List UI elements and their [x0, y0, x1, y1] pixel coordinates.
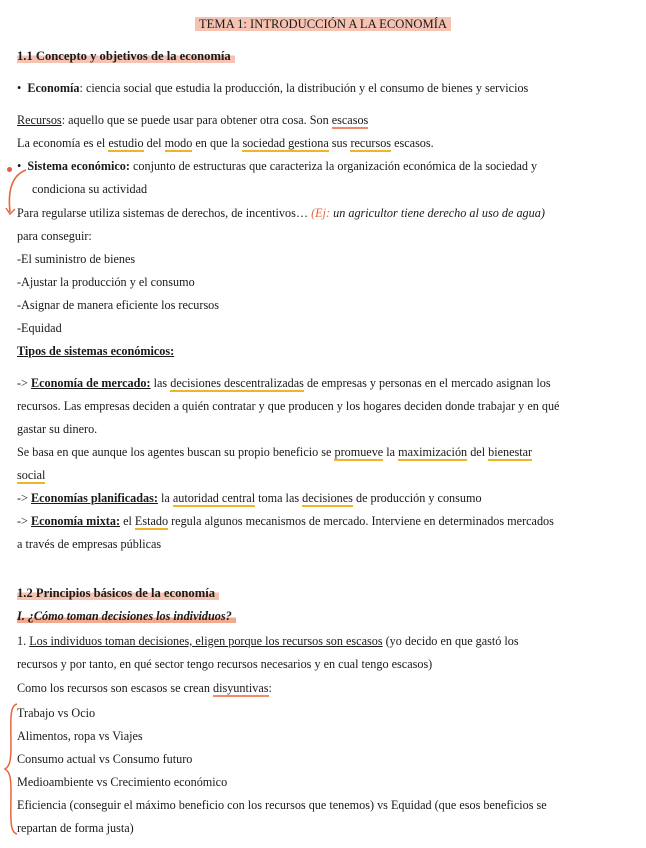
para-conseguir: para conseguir: [17, 229, 92, 243]
regulacion-line: Para regularse utiliza sistemas de derechos, de incentivos… (Ej: un agricultor tiene derecho al uso de agua) [17, 206, 545, 220]
section-2-subheading: I. ¿Cómo toman decisiones los individuos? [17, 609, 236, 624]
bienestar-line-1: Se basa en que aunque los agentes buscan su propio beneficio se promueve la maximización del bienestar [17, 445, 533, 459]
bullet-icon: • [17, 81, 28, 95]
disyuntivas-line: Como los recursos son escasos se crean disyuntivas: [17, 681, 272, 695]
recursos-definition: Recursos: aquello que se puede usar para obtener otra cosa. Son escasos [17, 113, 369, 127]
tradeoff-item: Trabajo vs Ocio [17, 706, 96, 720]
mercado-line-2: recursos. Las empresas deciden a quién contratar y que producen y los hogares deciden donde trabajar y en qué [17, 399, 560, 413]
document-title: TEMA 1: INTRODUCCIÓN A LA ECONOMÍA [0, 17, 646, 32]
economia-estudio-line: La economía es el estudio del modo en que la sociedad gestiona sus recursos escasos. [17, 136, 434, 150]
mercado-line-1: -> Economía de mercado: las decisiones descentralizadas de empresas y personas en el mercado asignan los [17, 376, 551, 390]
tradeoff-item: Medioambiente vs Crecimiento económico [17, 775, 228, 789]
principle-1-line-1: 1. Los individuos toman decisiones, eligen porque los recursos son escasos (yo decido en que gastó los [17, 634, 519, 648]
curly-brace-icon [3, 702, 19, 836]
eficiencia-line-1: Eficiencia (conseguir el máximo beneficio con los recursos que tenemos) vs Equidad (que esos beneficios se [17, 798, 547, 812]
mixta-line-1: -> Economía mixta: el Estado regula algunos mecanismos de mercado. Interviene en determinados mercados [17, 514, 554, 528]
eficiencia-line-2: repartan de forma justa) [17, 821, 134, 835]
sistema-economico-line-1: • Sistema económico: conjunto de estructuras que caracteriza la organización económica de la sociedad y [17, 159, 538, 173]
goal-item: -Asignar de manera eficiente los recursos [17, 298, 220, 312]
tradeoff-item: Alimentos, ropa vs Viajes [17, 729, 143, 743]
tipos-heading: Tipos de sistemas económicos: [17, 344, 175, 358]
bienestar-line-2: social [17, 468, 46, 482]
tradeoff-item: Consumo actual vs Consumo futuro [17, 752, 193, 766]
goal-item: -El suministro de bienes [17, 252, 136, 266]
goal-item: -Equidad [17, 321, 62, 335]
planificadas-line: -> Economías planificadas: la autoridad central toma las decisiones de producción y consumo [17, 491, 482, 505]
section-1-heading: 1.1 Concepto y objetivos de la economía [17, 49, 235, 64]
goal-item: -Ajustar la producción y el consumo [17, 275, 195, 289]
section-2-heading: 1.2 Principios básicos de la economía [17, 586, 219, 601]
sistema-economico-line-2: condiciona su actividad [32, 182, 148, 196]
principle-1-line-2: recursos y por tanto, en qué sector tengo recursos necesarios y en cual tengo escasos) [17, 657, 433, 671]
mercado-line-3: gastar su dinero. [17, 422, 98, 436]
bullet-icon: • [17, 159, 28, 173]
economia-definition: • Economía: ciencia social que estudia la producción, la distribución y el consumo de bienes y servicios [17, 81, 529, 95]
mixta-line-2: a través de empresas públicas [17, 537, 162, 551]
